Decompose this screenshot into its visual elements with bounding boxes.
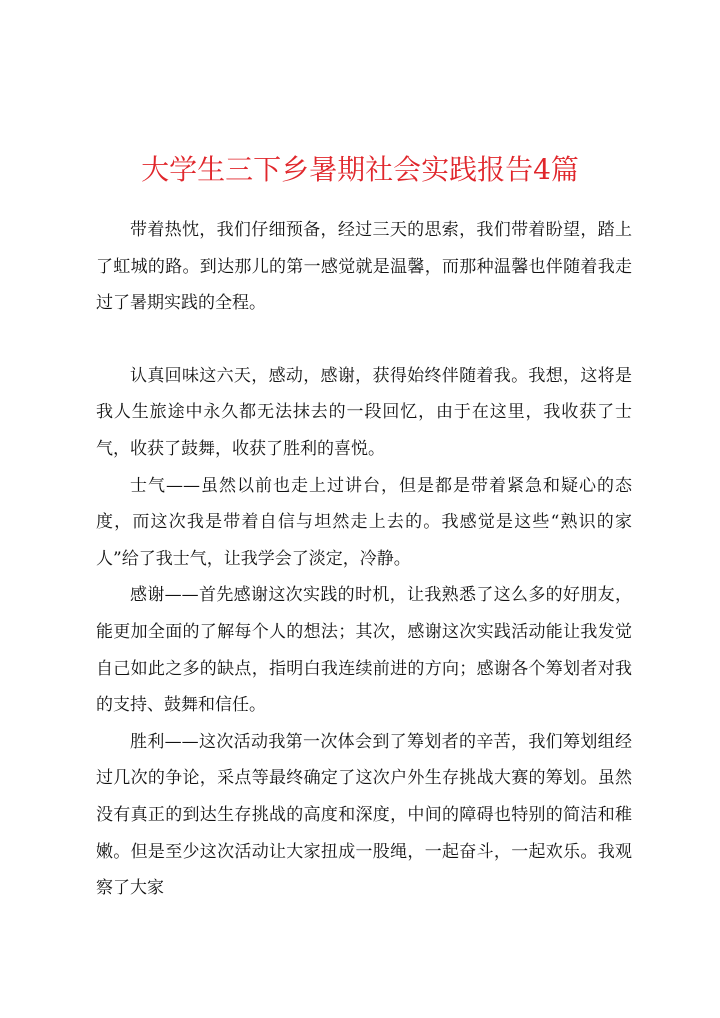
paragraph-courage: 士气——虽然以前也走上过讲台，但是都是带着紧急和疑心的态度，而这次我是带着自信与坦然走上去的。我感觉是这些“熟识的家人”给了我士气，让我学会了淡定，冷静。 (96, 475, 632, 569)
paragraph-intro: 带着热忱，我们仔细预备，经过三天的思索，我们带着盼望，踏上了虹城的路。到达那儿的第一感觉就是温馨，而那种温馨也伴随着我走过了暑期实践的全程。 (96, 220, 632, 314)
document-title: 大学生三下乡暑期社会实践报告4篇 (141, 153, 579, 186)
paragraph-gratitude: 感谢——首先感谢这次实践的时机，让我熟悉了这么多的好朋友，能更加全面的了解每个人的想法；其次，感谢这次实践活动能让我发觉自己如此之多的缺点，指明白我连续前进的方向；感谢各个筹划者对我的支持、鼓舞和信任。 (96, 585, 632, 716)
paragraph-victory: 胜利——这次活动我第一次体会到了筹划者的辛苦，我们筹划组经过几次的争论，采点等最终确定了这次户外生存挑战大赛的筹划。虽然没有真正的到达生存挑战的高度和深度，中间的障碍也特别的简洁和稚嫩。但是至少这次活动让大家扭成一股绳，一起奋斗，一起欢乐。我观察了大家 (96, 731, 632, 899)
document-body (96, 212, 632, 907)
paragraph-reflection: 认真回味这六天，感动，感谢，获得始终伴随着我。我想，这将是我人生旅途中永久都无法抹去的一段回忆，由于在这里，我收获了士气，收获了鼓舞，收获了胜利的喜悦。 (96, 365, 632, 459)
